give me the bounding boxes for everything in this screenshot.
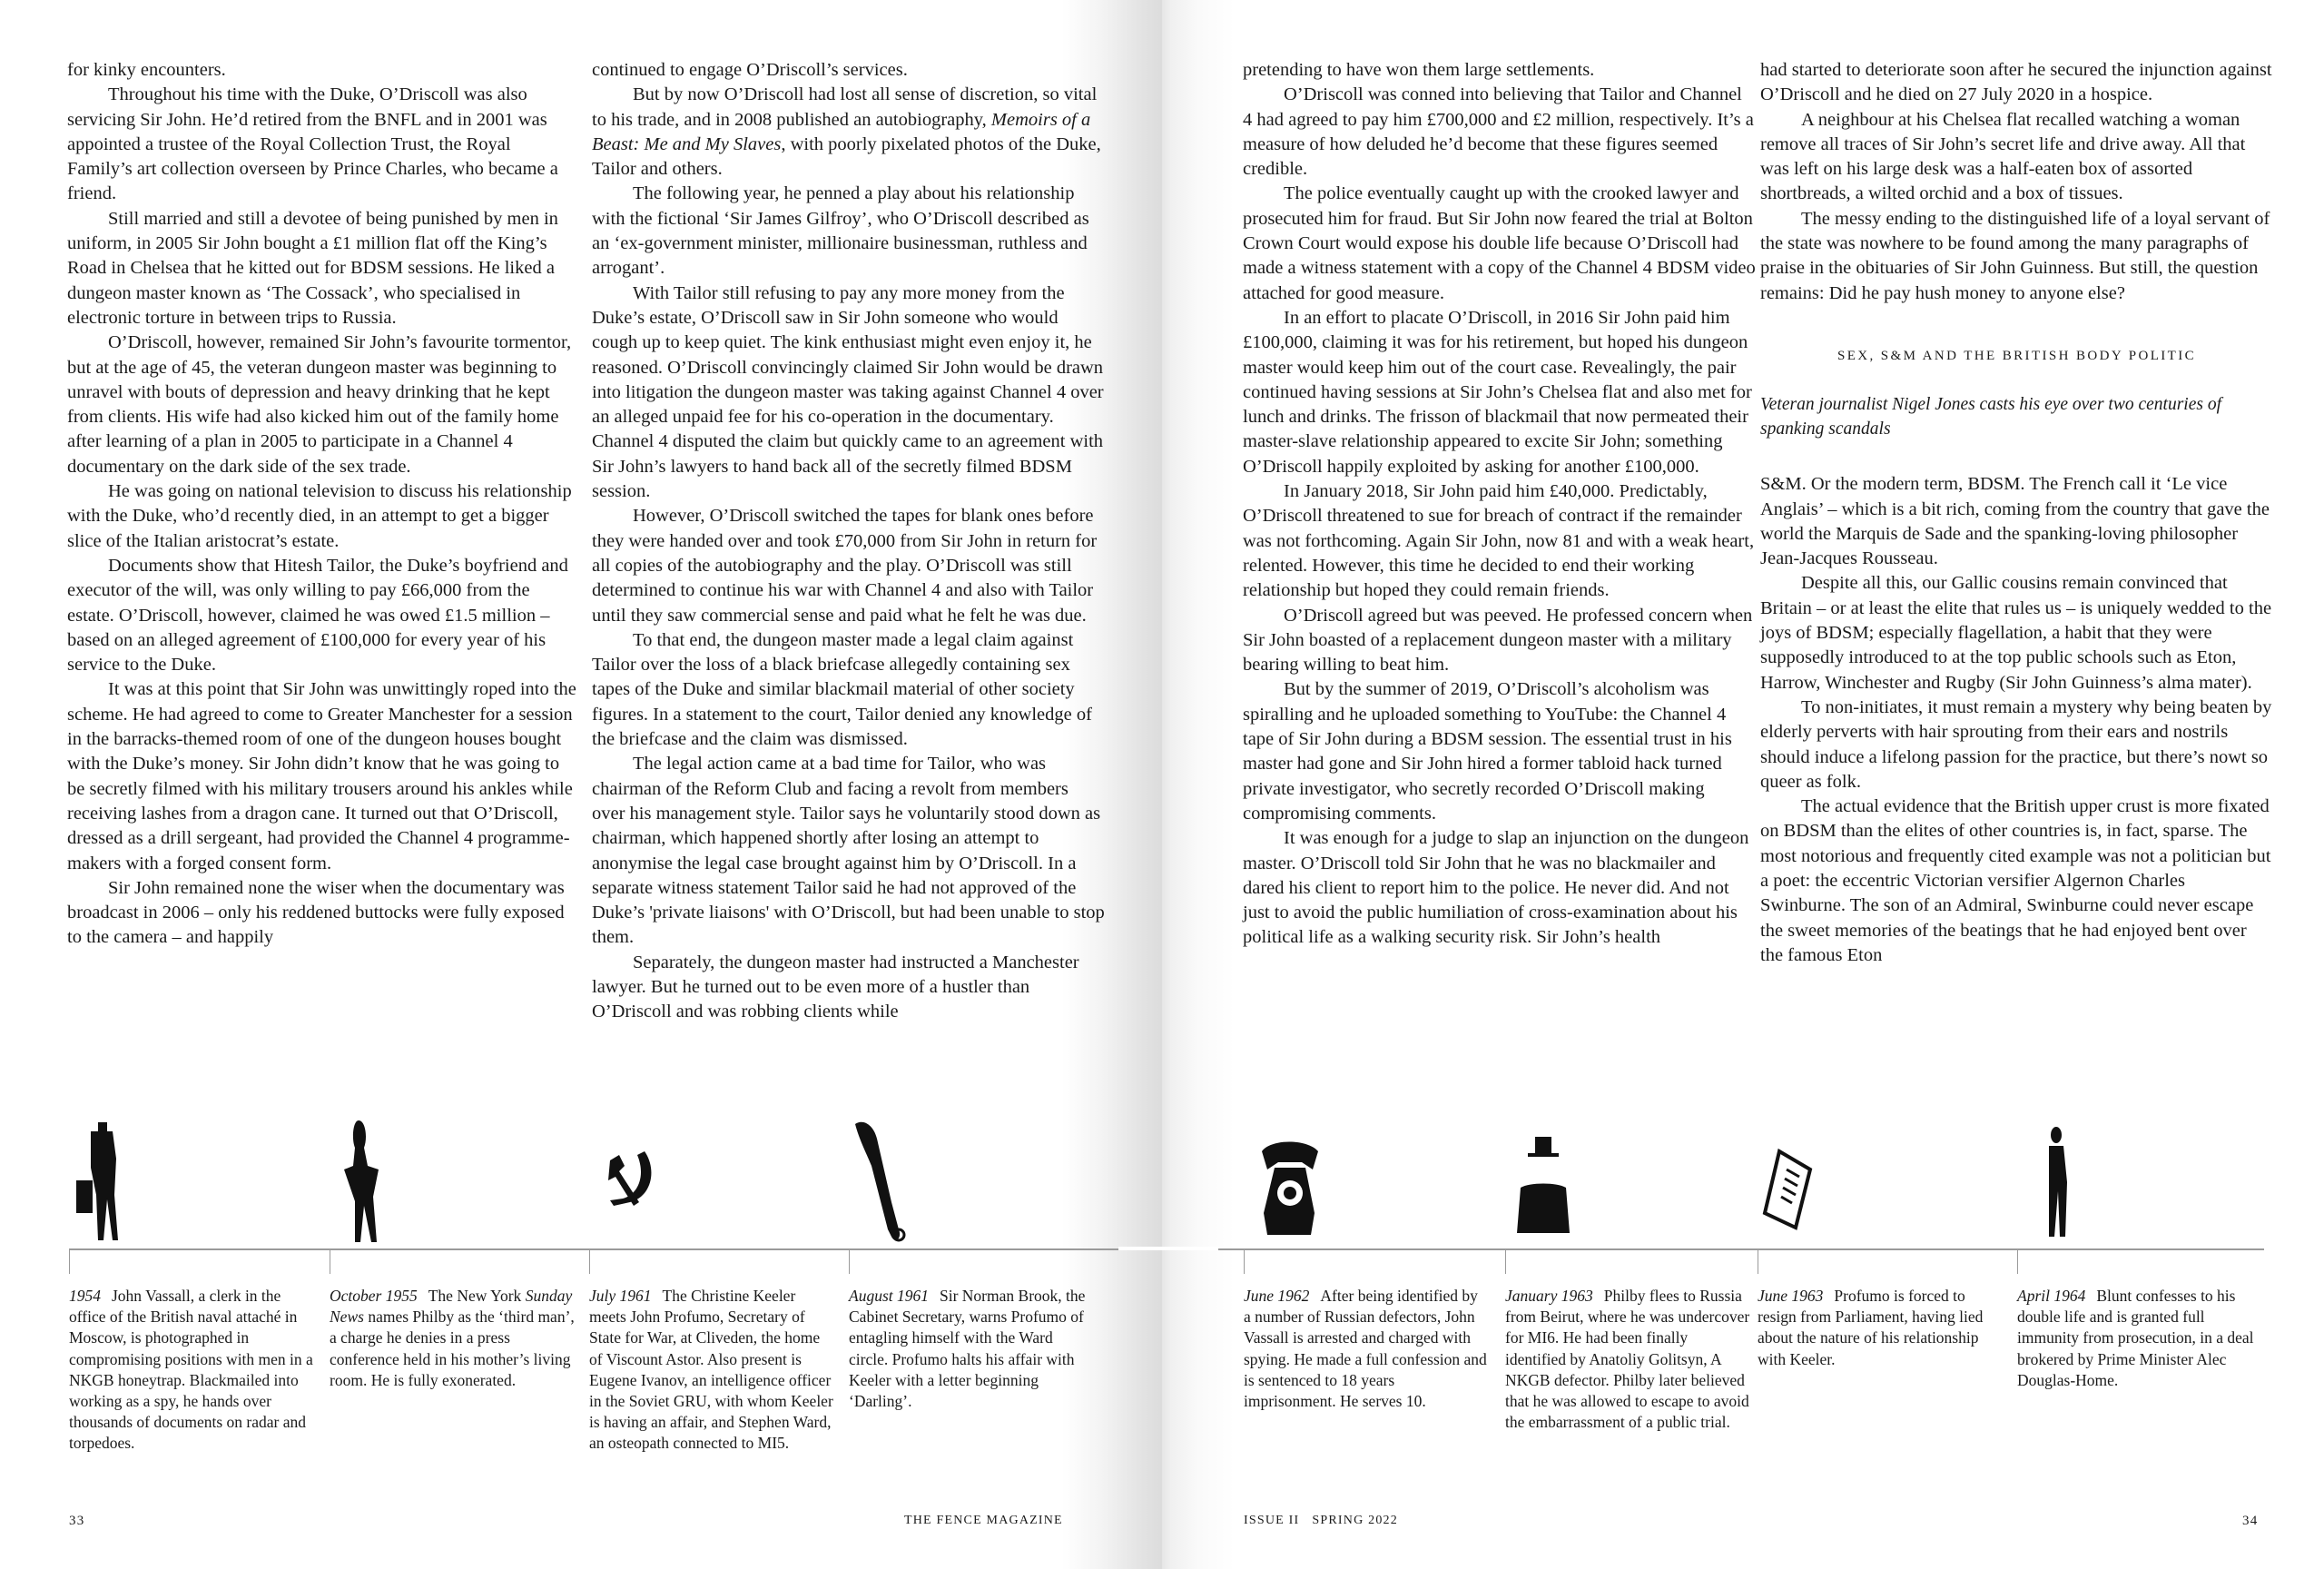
left-page-number: 33 xyxy=(69,1514,85,1528)
timeline-date: 1954 xyxy=(69,1287,101,1305)
paragraph: Throughout his time with the Duke, O’Driscoll was also servicing Sir John. He’d retired from the BNFL and in 2001 was appointed a trustee of the Royal Collection Trust, the Royal Family’s art collection overseen by Prince Charles, who became a friend. xyxy=(67,84,558,204)
gutter-gap xyxy=(1118,1247,1218,1250)
riding-whip-icon xyxy=(844,1119,926,1246)
paragraph: pretending to have won them large settlements. xyxy=(1243,60,1595,80)
timeline-date: August 1961 xyxy=(849,1287,929,1305)
bowler-hat-man-icon xyxy=(1502,1119,1584,1246)
timeline-tick xyxy=(1505,1248,1506,1274)
paragraph: for kinky encounters. xyxy=(67,60,226,80)
timeline-date: October 1955 xyxy=(330,1287,418,1305)
paragraph: had started to deteriorate soon after he secured the injunction against O’Driscoll and he died on 27 July 2020 in a hospice. xyxy=(1760,60,2272,105)
timeline-entry-april-1964 xyxy=(2017,1286,2262,1391)
timeline-date: April 1964 xyxy=(2017,1287,2086,1305)
paragraph-text: , with poorly pixelated photos of the Duke, Tailor and others. xyxy=(592,133,1101,180)
paragraph: With Tailor still refusing to pay any more money from the Duke’s estate, O’Driscoll saw in Sir John someone who would cough up to keep quiet. The kink enthusiast might even enjoy it, he reasoned. O’Driscoll convincingly claimed Sir John would be drawn into litigation the dungeon master was taking against Channel 4 over an alleged unpaid fee for his co-operation in the documentary. Channel 4 disputed the claim but quickly came to an agreement with Sir John’s lawyers to hand back all of the secretly filmed BDSM session. xyxy=(592,282,1104,502)
paragraph: O’Driscoll, however, remained Sir John’s favourite tormentor, but at the age of 45, the veteran dungeon master was beginning to unravel with bouts of depression and heavy drinking that he kept from clients. His wife had also kicked him out of the family home after learning of a plan in 2005 to participate in a Channel 4 documentary on the dark side of the sex trade. xyxy=(67,332,572,477)
paragraph: Still married and still a devotee of being punished by men in uniform, in 2005 Sir John bought a £1 million flat off the King’s Road in Chelsea that he kitted out for BDSM sessions. He liked a dungeon master known as ‘The Cossack’, who specialised in electronic torture in between trips to Russia. xyxy=(67,208,558,328)
paragraph-text: But by now O’Driscoll had lost all sense of discretion, so vital to his trade, and in 2008 published an autobiography, xyxy=(592,84,1098,130)
rotary-telephone-icon xyxy=(1244,1119,1334,1246)
paragraph: Separately, the dungeon master had instructed a Manchester lawyer. But he turned out to be even more of a hustler than O’Driscoll and was robbing clients while xyxy=(592,952,1079,1022)
article-column-3 xyxy=(1243,58,1756,951)
timeline-text: The Christine Keeler meets John Profumo, Secretary of State for War, at Cliveden, the home of Viscount Astor. Also present is Eugene Ivanov, an intelligence officer in the Soviet GRU, with whom Keeler is having an affair, and Stephen Ward, an osteopath connected to MI5. xyxy=(589,1287,833,1453)
timeline-entry-1954 xyxy=(69,1286,314,1455)
article-column-2 xyxy=(592,58,1105,1025)
timeline-text: Sir Norman Brook, the Cabinet Secretary, warns Profumo of entagling himself with the Ward circle. Profumo halts his affair with Keeler with a letter beginning ‘Darling’. xyxy=(849,1287,1086,1411)
timeline-tick xyxy=(589,1248,590,1274)
paragraph: But by the summer of 2019, O’Driscoll’s alcoholism was spiralling and he uploaded something to YouTube: the Channel 4 tape of Sir John during a BDSM session. The essential trust in his master had gone and Sir John hired a former tabloid hack turned private investigator, who secretly recorded O’Driscoll making compromising comments. xyxy=(1243,679,1732,824)
timeline-text: names Philby as the ‘third man’, a charge he denies in a press conference held in his mother’s living room. He is fully exonerated. xyxy=(330,1308,575,1389)
left-running-title: THE FENCE MAGAZINE xyxy=(904,1514,1063,1527)
paragraph: O’Driscoll was conned into believing that Tailor and Channel 4 had agreed to pay him £700,000 and £2 million, respectively. It’s a measure of how deluded he’d become that these figures seemed credible. xyxy=(1243,84,1754,180)
paragraph: In January 2018, Sir John paid him £40,000. Predictably, O’Driscoll threatened to sue for breach of contract if the remainder was not forthcoming. Again Sir John, now 81 and with a weak heart, relented. However, this time he decided to end their working relationship but hoped they could remain friends. xyxy=(1243,481,1755,601)
paragraph xyxy=(592,83,1105,182)
timeline-date: July 1961 xyxy=(589,1287,652,1305)
paragraph: To that end, the dungeon master made a legal claim against Tailor over the loss of a black briefcase allegedly containing sex tapes of the Duke and similar blackmail material of other society figures. In a statement to the court, Tailor denied any knowledge of the briefcase and the claim was dismissed. xyxy=(592,629,1092,750)
section-heading: SEX, S&M AND THE BRITISH BODY POLITIC xyxy=(1837,348,2197,363)
timeline-entry-july-1961 xyxy=(589,1286,834,1455)
timeline-tick xyxy=(69,1248,70,1274)
timeline-text: Profumo is forced to resign from Parliament, having lied about the nature of his relationship with Keeler. xyxy=(1758,1287,1984,1368)
paragraph: Despite all this, our Gallic cousins remain convinced that Britain – or at least the elite that rules us – is uniquely wedded to the joys of BDSM; especially flagellation, a habit that they were supposedly introduced to at the top public schools such as Eton, Harrow, Winchester and Rugby (Sir John Guinness’s alma mater). xyxy=(1760,573,2272,693)
article-column-4 xyxy=(1760,58,2273,968)
paragraph: The actual evidence that the British upper crust is more fixated on BDSM than the elites of other countries is, in fact, sparse. The most notorious and frequently cited example was not a politician but a poet: the eccentric Victorian versifier Algernon Charles Swinburne. The son of an Admiral, Swinburne could never escape the sweet memories of the beatings that he had enjoyed bent over the famous Eton xyxy=(1760,796,2271,965)
timeline-date: June 1963 xyxy=(1758,1287,1824,1305)
timeline-entry-june-1962 xyxy=(1244,1286,1489,1412)
timeline-entry-june-1963 xyxy=(1758,1286,2003,1370)
paragraph: It was enough for a judge to slap an injunction on the dungeon master. O’Driscoll told Sir John that he was no blackmailer and dared his client to report him to the police. He never did. And not just to avoid the public humiliation of cross-examination about his political life as a walking security risk. Sir John’s health xyxy=(1243,828,1749,948)
newspaper-title: Sunday News xyxy=(330,1287,573,1327)
paragraph: The police eventually caught up with the crooked lawyer and prosecuted him for fraud. But Sir John now feared the trial at Bolton Crown Court would expose his double life because O’Driscoll had made a witness statement with a copy of the Channel 4 BDSM video attached for good measure. xyxy=(1243,183,1756,303)
paragraph: The legal action came at a bad time for Tailor, who was chairman of the Reform Club and facing a revolt from members over his management style. Tailor says he voluntarily stood down as chairman, which happened shortly after losing an attempt to anonymise the legal case brought against him by O’Driscoll. In a separate witness statement Tailor said he had not approved of the Duke’s 'private liaisons' with O’Driscoll, but had been unable to stop them. xyxy=(592,754,1105,948)
paragraph: O’Driscoll agreed but was peeved. He professed concern when Sir John boasted of a replacement dungeon master with a military bearing willing to beat him. xyxy=(1243,605,1753,676)
woman-on-chair-icon xyxy=(322,1119,395,1246)
timeline-text: The New York xyxy=(428,1287,526,1305)
timeline-tick xyxy=(2017,1248,2018,1274)
timeline-text: After being identified by a number of Russian defectors, John Vassall is arrested and charged with spying. He made a full confession and is sentenced to 18 years imprisonment. He serves 10. xyxy=(1244,1287,1487,1411)
paragraph: The messy ending to the distinguished life of a loyal servant of the state was nowhere to be found among the many paragraphs of praise in the obituaries of Sir John Guinness. But still, the question remains: Did he pay hush money to anyone else? xyxy=(1760,208,2270,303)
timeline-text: John Vassall, a clerk in the office of the British naval attaché in Moscow, is photographed in compromising positions with men in a NKGB honeytrap. Blackmailed into working as a spy, he hands over thousands of documents on radar and torpedoes. xyxy=(69,1287,313,1453)
paragraph: A neighbour at his Chelsea flat recalled watching a woman remove all traces of Sir John’s secret life and drive away. All that was left on his large desk was a half-eaten box of assorted shortbreads, a wilted orchid and a box of tissues. xyxy=(1760,109,2246,204)
paragraph: Documents show that Hitesh Tailor, the Duke’s boyfriend and executor of the will, was only willing to pay £66,000 from the estate. O’Driscoll, however, claimed he was owed £1.5 million – based on an alleged agreement of £100,000 for every year of his service to the Duke. xyxy=(67,555,568,676)
timeline-entry-january-1963 xyxy=(1505,1286,1750,1433)
timeline-entry-august-1961 xyxy=(849,1286,1094,1412)
paragraph: However, O’Driscoll switched the tapes for blank ones before they were handed over and took £70,000 from Sir John in return for all copies of the autobiography and the play. O’Driscoll was still determined to continue his war with Channel 4 and also with Tailor until they saw commercial sense and paid what he felt he was due. xyxy=(592,506,1098,626)
timeline-date: January 1963 xyxy=(1505,1287,1593,1305)
paragraph: He was going on national television to discuss his relationship with the Duke, who’d recently died, in an attempt to get a bigger slice of the Italian aristocrat’s estate. xyxy=(67,481,572,551)
paragraph: It was at this point that Sir John was unwittingly roped into the scheme. He had agreed to come to Greater Manchester for a session in the barracks-themed room of one of the dungeon houses bought with the Duke’s money. Sir John didn’t know that he was going to be secretly filmed with his military trousers around his ankles while receiving lashes from a dragon cane. It turned out that O’Driscoll, dressed as a drill sergeant, had provided the Channel 4 programme-makers with a forged consent form. xyxy=(67,679,576,873)
paragraph: Sir John remained none the wiser when the documentary was broadcast in 2006 – only his reddened buttocks were fully exposed to the camera – and happily xyxy=(67,877,565,948)
man-with-briefcase-icon xyxy=(64,1119,136,1246)
standfirst: Veteran journalist Nigel Jones casts his eye over two centuries of spanking scandals xyxy=(1760,395,2221,439)
timeline-text: Philby flees to Russia from Beirut, where he was undercover for MI6. He had been finally identified by Anatoliy Golitsyn, A NKGB defector. Philby later believed that he was allowed to escape to avoid the embarrassment of a public trial. xyxy=(1505,1287,1750,1432)
paragraph: continued to engage O’Driscoll’s services. xyxy=(592,60,908,80)
timeline-entry-october-1955 xyxy=(330,1286,575,1391)
letter-document-icon xyxy=(1752,1119,1834,1246)
timeline-text: Blunt confesses to his double life and is granted full immunity from prosecution, in a deal brokered by Prime Minister Alec Douglas-Home. xyxy=(2017,1287,2254,1389)
timeline-tick xyxy=(1244,1248,1245,1274)
paragraph: The following year, he penned a play about his relationship with the fictional ‘Sir James Gilfroy’, who O’Driscoll described as an ‘ex-government minister, millionaire businessman, ruthless and arrogant’. xyxy=(592,183,1089,279)
book-title: Memoirs of a Beast: Me and My Slaves xyxy=(592,109,1091,154)
timeline-date: June 1962 xyxy=(1244,1287,1310,1305)
standing-figure-icon xyxy=(2020,1119,2093,1246)
paragraph: S&M. Or the modern term, BDSM. The French call it ‘Le vice Anglais’ – which is a bit rich, coming from the country that gave the world the Marquis de Sade and the spanking-loving philosopher Jean-Jacques Rousseau. xyxy=(1760,474,2270,569)
paragraph: In an effort to placate O’Driscoll, in 2016 Sir John paid him £100,000, claiming it was for his retirement, but hoped his dungeon master would keep him out of the court case. Revealingly, the pair continued having sessions at Sir John’s Chelsea flat and also met for lunch and drinks. The frisson of blackmail that now permeated their master-slave relationship appeared to excite Sir John; something O’Driscoll happily exploited by asking for another £100,000. xyxy=(1243,307,1752,477)
right-running-title: ISSUE II SPRING 2022 xyxy=(1244,1514,1398,1527)
right-page-number: 34 xyxy=(2242,1514,2259,1528)
timeline-tick xyxy=(849,1248,850,1274)
hammer-and-sickle-icon xyxy=(590,1119,663,1246)
paragraph: To non-initiates, it must remain a mystery why being beaten by elderly perverts with hair sprouting from their ears and nostrils should induce a lifelong passion for the practice, but there’s nowt so queer as folk. xyxy=(1760,696,2272,792)
article-column-1 xyxy=(67,58,580,951)
